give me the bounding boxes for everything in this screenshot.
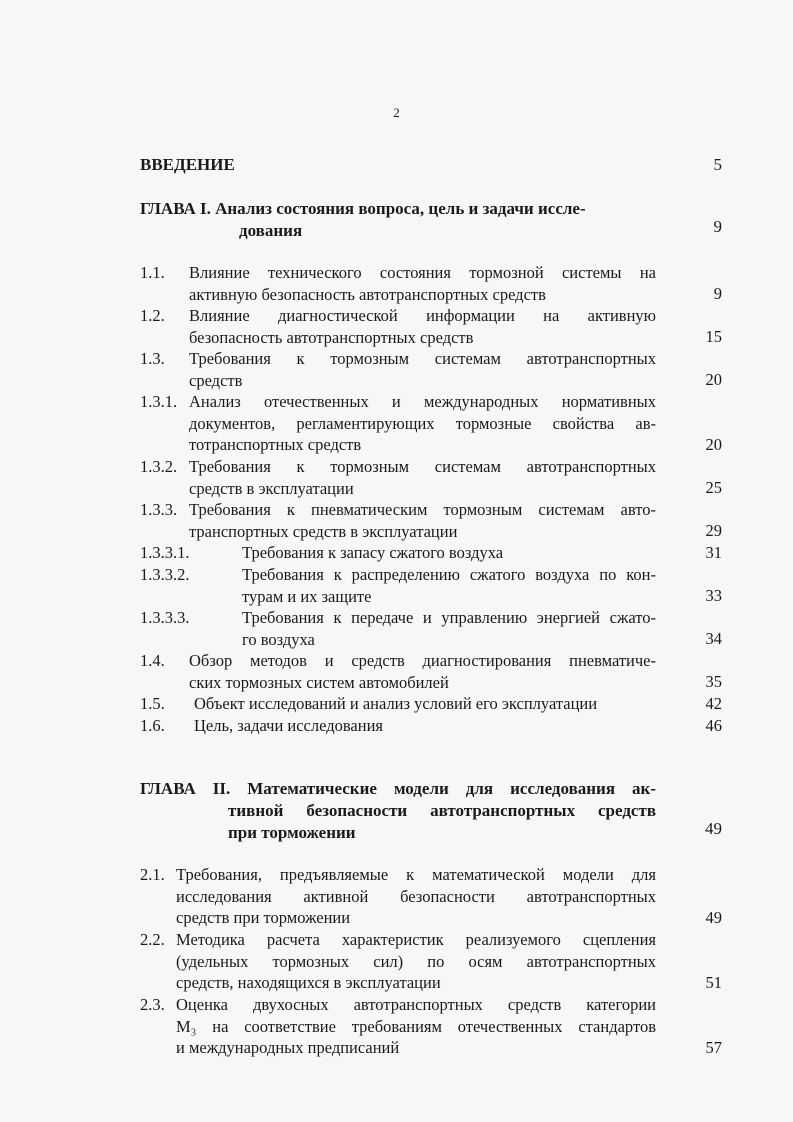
toc-item-number: 1.1. — [140, 263, 165, 282]
toc-item-page: 20 — [705, 370, 722, 390]
toc-item-page: 15 — [705, 327, 722, 347]
toc-item-line: (удельных тормозных сил) по осям автотранспортных — [176, 951, 656, 971]
toc-item-page: 29 — [705, 521, 722, 541]
toc-item-page: 57 — [705, 1038, 722, 1058]
toc-item-1-3[interactable] — [140, 348, 722, 391]
toc-item-line: турам и их защите — [242, 586, 372, 606]
chapter-1-title-line: ГЛАВА I. Анализ состояния вопроса, цель и задачи иссле- — [140, 199, 586, 218]
toc-item-number: 1.3. — [140, 349, 165, 368]
table-of-contents — [140, 0, 722, 1122]
toc-item-line: Оценка двухосных автотранспортных средств категории — [176, 995, 656, 1014]
toc-item-number: 1.3.2. — [140, 457, 178, 476]
toc-item-line: Требования к запасу сжатого воздуха — [242, 543, 504, 562]
toc-item-page: 34 — [705, 629, 722, 649]
toc-item-line: Цель, задачи исследования — [194, 716, 384, 735]
toc-item-number: 2.3. — [140, 995, 165, 1014]
toc-item-line: М₃ на соответствие требованиям отечественных стандартов — [176, 1016, 656, 1036]
toc-item-line: ских тормозных систем автомобилей — [189, 672, 449, 692]
toc-item-number: 1.3.1. — [140, 392, 178, 411]
toc-item-line: средств — [189, 370, 243, 390]
toc-item-line: Требования к тормозным системам автотранспортных — [189, 349, 656, 368]
toc-item-number: 1.2. — [140, 306, 165, 325]
toc-chapter-1[interactable] — [140, 198, 722, 242]
toc-item-1-3-2[interactable] — [140, 456, 722, 499]
toc-item-line: го воздуха — [242, 629, 315, 649]
toc-item-number: 2.2. — [140, 930, 165, 949]
toc-item-1-5[interactable] — [140, 693, 722, 715]
toc-item-line: активную безопасность автотранспортных средств — [189, 284, 546, 304]
toc-item-line: транспортных средств в эксплуатации — [189, 521, 458, 541]
toc-item-2-3[interactable] — [140, 994, 722, 1059]
toc-item-number: 1.4. — [140, 651, 165, 670]
toc-item-line: Объект исследований и анализ условий его эксплуатации — [194, 694, 598, 713]
toc-item-number: 1.3.3.3. — [140, 608, 190, 627]
toc-item-1-4[interactable] — [140, 650, 722, 693]
toc-item-1-1[interactable] — [140, 262, 722, 305]
toc-item-number: 1.6. — [140, 716, 165, 735]
toc-item-number: 2.1. — [140, 865, 165, 884]
toc-item-line: Влияние диагностической информации на активную — [189, 306, 656, 325]
toc-item-page: 33 — [705, 586, 722, 606]
toc-intro-title: ВВЕДЕНИЕ — [140, 155, 235, 174]
toc-item-page: 25 — [705, 478, 722, 498]
toc-item-1-6[interactable] — [140, 715, 722, 737]
toc-item-number: 1.3.3.2. — [140, 565, 190, 584]
toc-item-line: средств при торможении — [176, 908, 351, 928]
toc-item-page: 51 — [705, 973, 722, 993]
toc-item-number: 1.3.3. — [140, 500, 178, 519]
toc-item-line: Требования к тормозным системам автотранспортных — [189, 457, 656, 476]
toc-item-page: 20 — [705, 435, 722, 455]
toc-item-line: средств в эксплуатации — [189, 478, 354, 498]
toc-item-page: 46 — [705, 716, 722, 736]
toc-item-page: 9 — [713, 284, 722, 304]
toc-item-line: тотранспортных средств — [189, 435, 362, 455]
toc-item-line: Требования, предъявляемые к математической модели для — [176, 865, 656, 884]
toc-item-page: 31 — [705, 543, 722, 563]
page-number: 2 — [393, 105, 400, 120]
chapter-2-title-line: ГЛАВА II. Математические модели для исследования ак- — [140, 779, 656, 798]
chapter-1-title-line: дования — [239, 221, 303, 240]
toc-chapter-2[interactable] — [140, 778, 722, 844]
toc-item-line: Обзор методов и средств диагностирования пневматиче- — [189, 651, 656, 670]
toc-item-1-3-3-1[interactable] — [140, 542, 722, 564]
toc-item-line: безопасность автотранспортных средств — [189, 327, 474, 347]
toc-item-line: и международных предписаний — [176, 1038, 400, 1058]
toc-item-line: Требования к распределению сжатого воздуха по кон- — [242, 565, 656, 584]
chapter-2-title-line: при торможении — [228, 823, 356, 842]
toc-item-1-2[interactable] — [140, 305, 722, 348]
toc-item-line: исследования активной безопасности автотранспортных — [176, 886, 656, 906]
toc-item-1-3-3-2[interactable] — [140, 564, 722, 607]
toc-item-line: Анализ отечественных и международных нормативных — [189, 392, 656, 411]
toc-intro[interactable] — [140, 154, 722, 176]
toc-intro-page: 5 — [713, 155, 722, 174]
toc-item-line: документов, регламентирующих тормозные свойства ав- — [189, 413, 656, 433]
toc-item-1-3-3-3[interactable] — [140, 607, 722, 650]
toc-item-line: Методика расчета характеристик реализуемого сцепления — [176, 930, 656, 949]
toc-item-1-3-3[interactable] — [140, 499, 722, 542]
toc-item-line: средств, находящихся в эксплуатации — [176, 973, 441, 993]
toc-item-number: 1.5. — [140, 694, 165, 713]
toc-item-1-3-1[interactable] — [140, 391, 722, 456]
toc-item-page: 49 — [705, 908, 722, 928]
toc-item-page: 42 — [705, 694, 722, 714]
toc-item-2-2[interactable] — [140, 929, 722, 994]
toc-item-number: 1.3.3.1. — [140, 543, 190, 562]
toc-chapter-2-page: 49 — [705, 819, 722, 838]
chapter-2-title-line: тивной безопасности автотранспортных средств — [228, 801, 656, 820]
toc-item-line: Влияние технического состояния тормозной системы на — [189, 263, 656, 282]
toc-item-2-1[interactable] — [140, 864, 722, 929]
toc-item-page: 35 — [705, 672, 722, 692]
toc-item-line: Требования к передаче и управлению энергией сжато- — [242, 608, 656, 627]
toc-chapter-1-page: 9 — [713, 217, 722, 236]
toc-item-line: Требования к пневматическим тормозным системам авто- — [189, 500, 656, 519]
